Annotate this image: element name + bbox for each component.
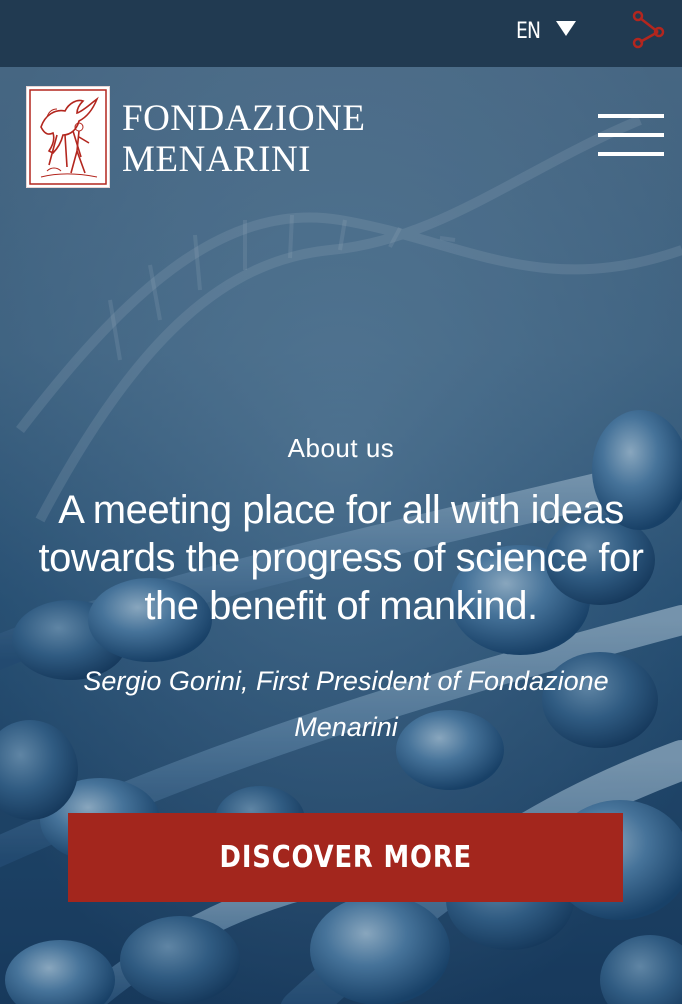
language-label: EN [516,18,541,44]
top-bar [0,0,682,67]
section-kicker: About us [287,433,395,463]
share-icon [630,10,666,50]
menu-bar-icon [598,133,664,137]
logo-text-line2: MENARINI [122,139,311,180]
logo-link[interactable] [26,86,386,190]
hero-quote-attribution: Sergio Gorini, First President of Fondazione Menarini [83,666,609,742]
share-button[interactable] [630,10,666,50]
language-selector[interactable] [516,14,544,48]
hero-title: A meeting place for all with ideas towards the progress of science for the benefit of mankind. [38,488,644,628]
hamburger-menu-button[interactable] [598,112,666,158]
menu-bar-icon [598,152,664,156]
discover-more-button[interactable] [68,813,623,902]
logo-text-line1: FONDAZIONE [122,98,366,139]
menu-bar-icon [598,114,664,118]
pegasus-emblem-icon [26,86,110,188]
caret-down-icon [556,21,576,36]
discover-more-label: DISCOVER MORE [219,840,472,875]
